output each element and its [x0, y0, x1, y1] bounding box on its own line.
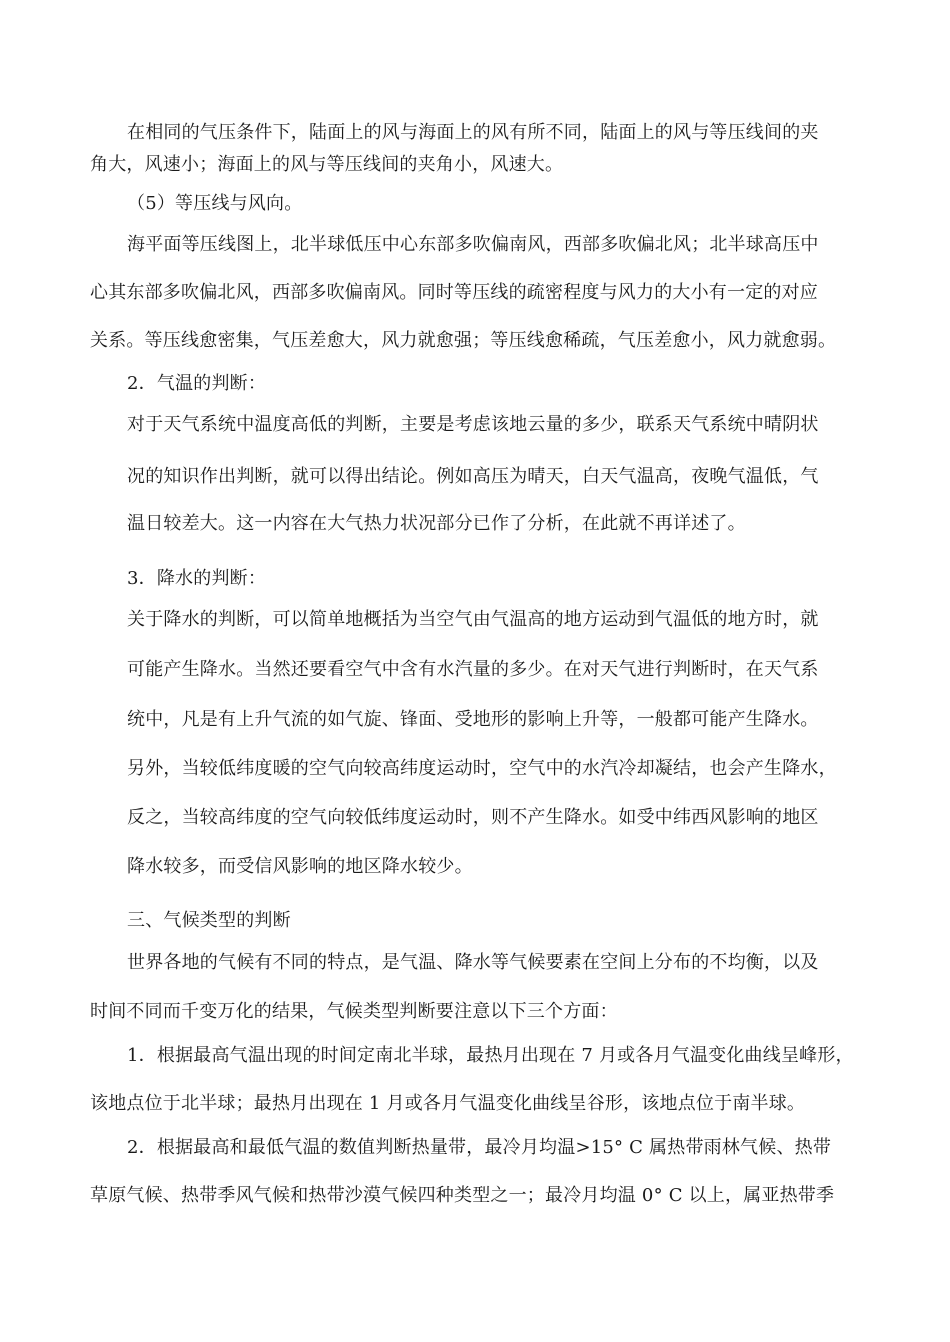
text-line: 况的知识作出判断，就可以得出结论。例如高压为晴天，白天气温高，夜晚气温低，气: [127, 466, 819, 487]
text-line: 1．根据最高气温出现的时间定南北半球，最热月出现在 7 月或各月气温变化曲线呈峰形，: [127, 1045, 854, 1066]
section-heading: 2．气温的判断：: [127, 373, 267, 394]
text-line: 统中，凡是有上升气流的如气旋、锋面、受地形的影响上升等，一般都可能产生降水。: [127, 709, 819, 730]
text-line: 反之，当较高纬度的空气向较低纬度运动时，则不产生降水。如受中纬西风影响的地区: [127, 807, 819, 828]
text-line: 海平面等压线图上，北半球低压中心东部多吹偏南风，西部多吹偏北风；北半球高压中: [127, 234, 819, 255]
text-line: 心其东部多吹偏北风，西部多吹偏南风。同时等压线的疏密程度与风力的大小有一定的对应: [90, 282, 818, 303]
text-line: 世界各地的气候有不同的特点，是气温、降水等气候要素在空间上分布的不均衡，以及: [127, 952, 819, 973]
text-line: 降水较多，而受信风影响的地区降水较少。: [127, 856, 473, 877]
section-heading: 三、气候类型的判断: [127, 910, 291, 931]
text-line: 温日较差大。这一内容在大气热力状况部分已作了分析，在此就不再详述了。: [127, 513, 746, 534]
text-line: 角大，风速小；海面上的风与等压线间的夹角小，风速大。: [90, 154, 564, 175]
text-line: 该地点位于北半球；最热月出现在 1 月或各月气温变化曲线呈谷形，该地点位于南半球。: [90, 1093, 806, 1114]
text-line: 另外，当较低纬度暖的空气向较高纬度运动时，空气中的水汽冷却凝结，也会产生降水，: [127, 758, 837, 779]
text-line: 可能产生降水。当然还要看空气中含有水汽量的多少。在对天气进行判断时，在天气系: [127, 659, 819, 680]
text-line: 关系。等压线愈密集，气压差愈大，风力就愈强；等压线愈稀疏，气压差愈小，风力就愈弱。: [90, 330, 837, 351]
text-line: 关于降水的判断，可以简单地概括为当空气由气温高的地方运动到气温低的地方时，就: [127, 609, 819, 630]
text-line: 草原气候、热带季风气候和热带沙漠气候四种类型之一；最冷月均温 0° C 以上，属亚热带季: [90, 1185, 835, 1206]
text-line: 在相同的气压条件下，陆面上的风与海面上的风有所不同，陆面上的风与等压线间的夹: [127, 122, 819, 143]
text-line: 对于天气系统中温度高低的判断，主要是考虑该地云量的多少，联系天气系统中晴阴状: [127, 414, 819, 435]
section-heading: 3．降水的判断：: [127, 568, 267, 589]
section-heading: （5）等压线与风向。: [127, 193, 303, 214]
text-line: 时间不同而千变万化的结果，气候类型判断要注意以下三个方面：: [90, 1001, 618, 1022]
text-line: 2．根据最高和最低气温的数值判断热量带，最冷月均温>15° C 属热带雨林气候、热带: [127, 1137, 832, 1158]
